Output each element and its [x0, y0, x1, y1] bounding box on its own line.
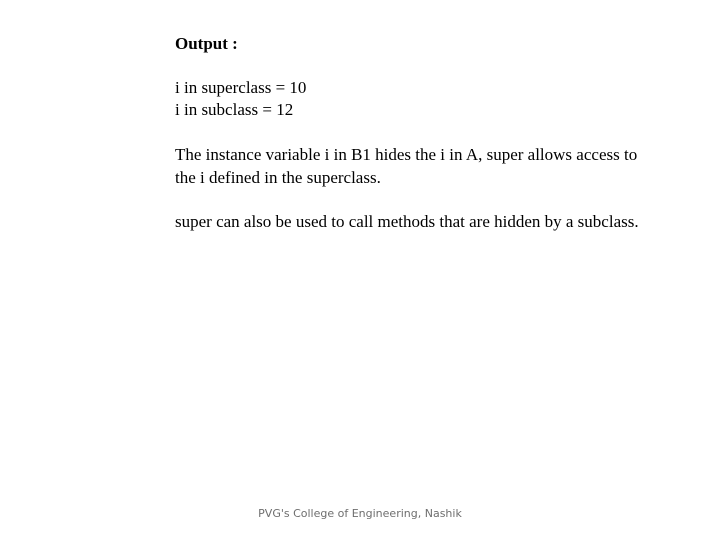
explanation-paragraph: The instance variable i in B1 hides the i in A, super allows access to the i defined in the superclass.	[175, 145, 638, 187]
output-heading: Output :	[175, 34, 238, 53]
slide-content	[175, 33, 645, 233]
super-methods-paragraph: super can also be used to call methods that are hidden by a subclass.	[175, 212, 639, 231]
output-line-subclass: i in subclass = 12	[175, 100, 294, 119]
slide-footer: PVG's College of Engineering, Nashik	[258, 507, 462, 520]
output-lines	[175, 77, 645, 121]
output-line-superclass: i in superclass = 10	[175, 78, 307, 97]
